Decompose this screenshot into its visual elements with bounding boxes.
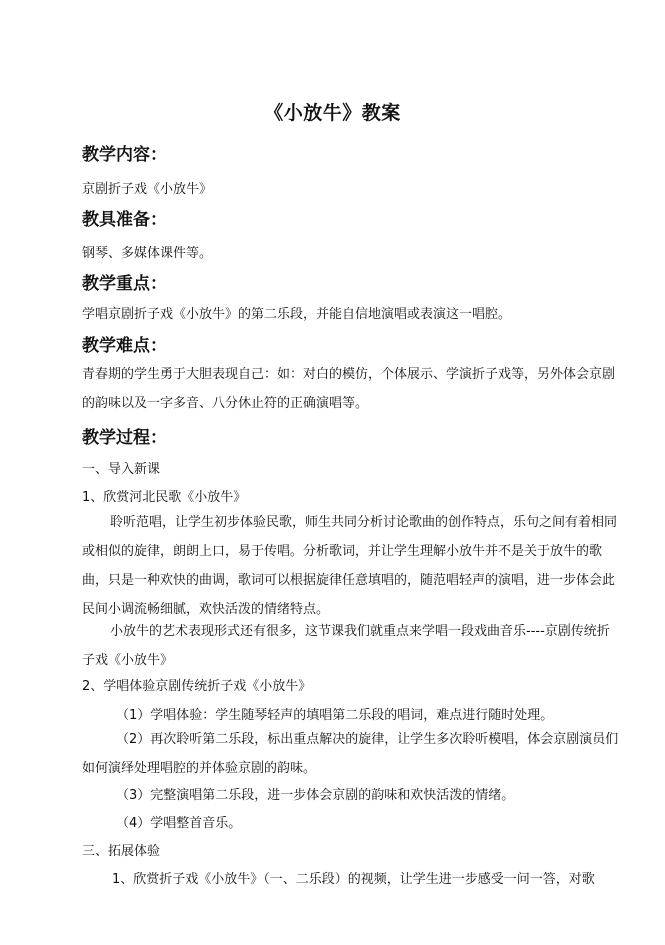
heading-teaching-content: 教学内容：: [82, 145, 167, 165]
heading-key-points: 教学重点：: [82, 274, 167, 294]
text-key-points: 学唱京剧折子戏《小放牛》的第二乐段，并能自信地演唱或表演这一唱腔。: [82, 307, 512, 322]
step-1: （1）学唱体验：学生随琴轻声的填唱第二乐段的唱词，难点进行随时处理。: [116, 708, 554, 723]
step-4: （4）学唱整首音乐。: [116, 816, 242, 831]
heading-difficulties: 教学难点：: [82, 336, 167, 356]
heading-process: 教学过程：: [82, 428, 167, 448]
document-title: 《小放牛》教案: [264, 102, 401, 124]
step-3: （3）完整演唱第二乐段，进一步体会京剧的韵味和欢快活泼的情绪。: [116, 788, 515, 803]
heading-teaching-aids: 教具准备：: [82, 210, 167, 230]
text-difficulties: 青春期的学生勇于大胆表现自己：如：对白的模仿，个体展示、学演折子戏等，另外体会京剧的韵味以及一字多音、八分休止符的正确演唱等。: [82, 367, 616, 411]
item1-title: 1、欣赏河北民歌《小放牛》: [82, 490, 247, 505]
part3-item-1: 1、欣赏折子戏《小放牛》（一、二乐段）的视频，让学生进一步感受一问一答，对歌: [112, 872, 595, 887]
part1-title: 一、导入新课: [82, 462, 161, 477]
item1-paragraph-1: 聆听范唱，让学生初步体验民歌，师生共同分析讨论歌曲的创作特点，乐句之间有着相同或相似的旋律，朗朗上口，易于传唱。分析歌词，并让学生理解小放牛并不是关于放牛的歌曲，只是一种欢快的曲调，歌词可以根据旋律任意填唱的，随范唱轻声的演唱，进一步体会此民间小调流畅细腻，欢快活泼的情绪特点。: [82, 515, 618, 617]
item1-paragraph-2: 小放牛的艺术表现形式还有很多，这节课我们就重点来学唱一段戏曲音乐----京剧传统折子戏《小放牛》: [82, 624, 610, 668]
step-2: （2）再次聆听第二乐段，标出重点解决的旋律，让学生多次聆听模唱，体会京剧演员们如何演绎处理唱腔的并体验京剧的韵味。: [82, 732, 619, 776]
item2-title: 2、学唱体验京剧传统折子戏《小放牛》: [82, 679, 312, 694]
text-teaching-content: 京剧折子戏《小放牛》: [82, 182, 213, 197]
part3-title: 三、拓展体验: [82, 844, 161, 859]
text-teaching-aids: 钢琴、多媒体课件等。: [82, 246, 213, 261]
